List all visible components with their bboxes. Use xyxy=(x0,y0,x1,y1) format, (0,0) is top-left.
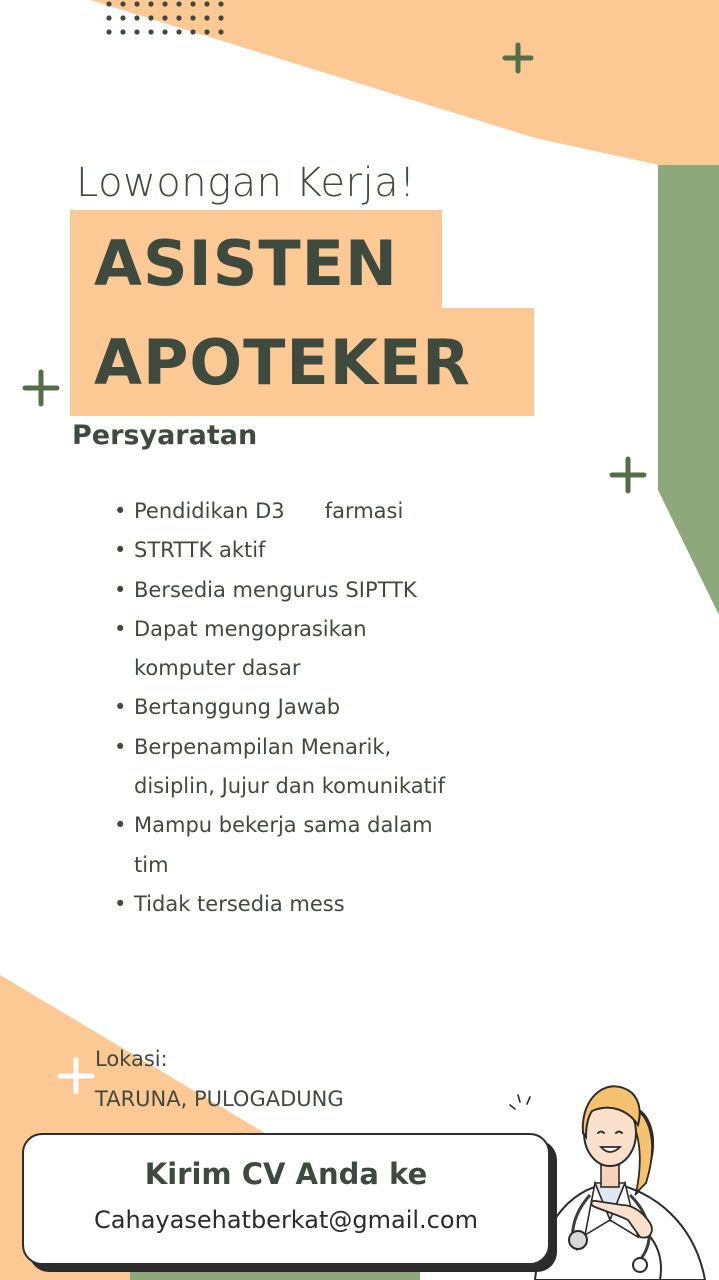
list-item: • STRTTK aktif xyxy=(112,531,472,570)
location-label: Lokasi: xyxy=(95,1047,168,1071)
list-item: • Mampu bekerja sama dalam tim xyxy=(112,806,472,885)
dot-pattern xyxy=(104,0,234,40)
plus-icon xyxy=(609,456,647,494)
title-line-2: APOTEKER xyxy=(94,326,471,399)
list-item: • Pendidikan D3 farmasi xyxy=(112,492,472,531)
plus-icon xyxy=(502,42,534,74)
list-item: • Berpenampilan Menarik, disiplin, Jujur dan komunikatif xyxy=(112,728,472,807)
requirements-heading: Persyaratan xyxy=(72,420,258,451)
cta-box xyxy=(22,1133,550,1265)
location-value: TARUNA, PULOGADUNG xyxy=(95,1087,344,1111)
cta-email[interactable]: Cahayasehatberkat@gmail.com xyxy=(94,1206,478,1234)
list-item: • Dapat mengoprasikan komputer dasar xyxy=(112,610,472,689)
list-item: • Bersedia mengurus SIPTTK xyxy=(112,571,472,610)
title-line-1: ASISTEN xyxy=(94,227,398,300)
requirements-list xyxy=(112,492,472,924)
cta-heading: Kirim CV Anda ke xyxy=(144,1157,428,1191)
right-green-shape xyxy=(658,165,719,615)
plus-icon xyxy=(22,369,60,407)
subtitle: Lowongan Kerja! xyxy=(76,160,416,206)
list-item: • Tidak tersedia mess xyxy=(112,885,472,924)
plus-icon xyxy=(57,1057,95,1095)
list-item: • Bertanggung Jawab xyxy=(112,688,472,727)
sparkle-lines xyxy=(510,1095,530,1109)
